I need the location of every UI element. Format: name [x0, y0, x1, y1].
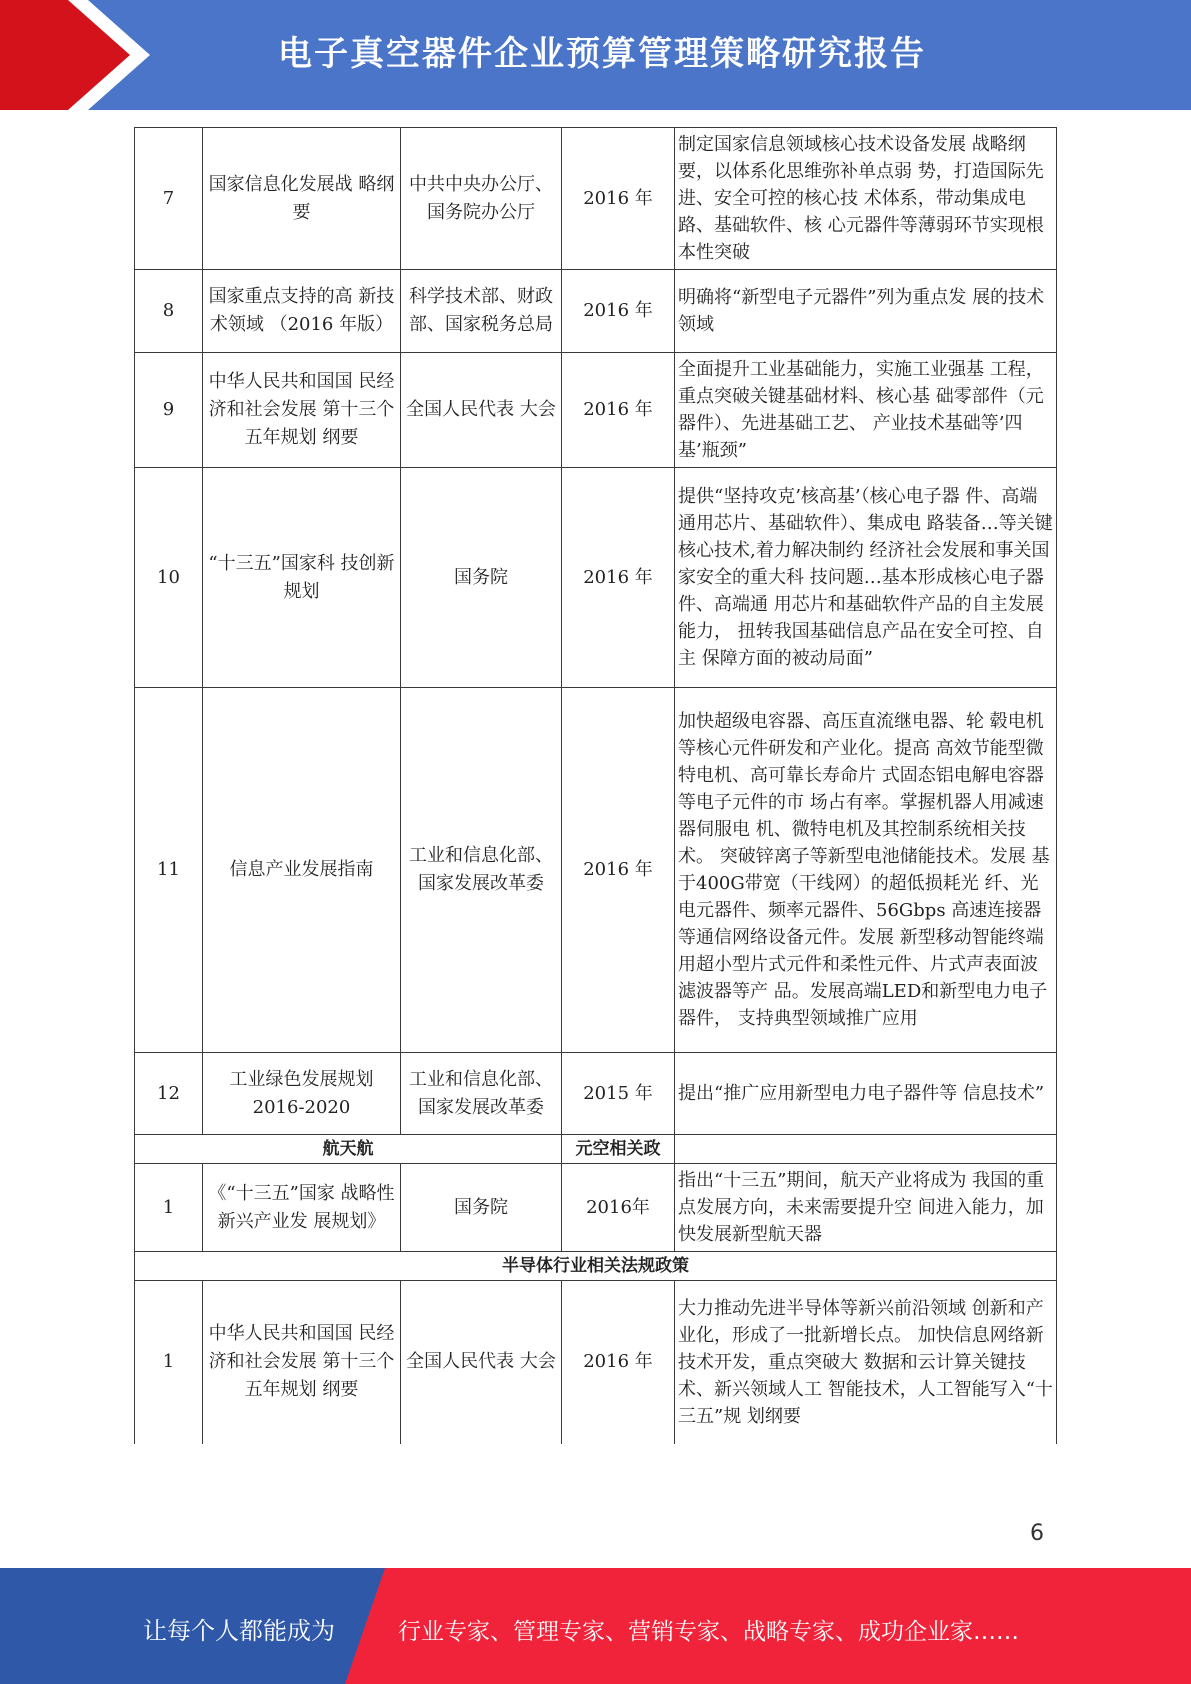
section-title-left: 航天航: [135, 1135, 562, 1164]
policy-table: [134, 127, 1057, 1444]
section-header-aero: [135, 1135, 1057, 1164]
issuing-body: 国务院: [401, 468, 562, 688]
issue-year: 2016 年: [562, 353, 675, 468]
page-header: [0, 0, 1191, 110]
table-row: [135, 128, 1057, 270]
policy-description: 制定国家信息领域核心技术设备发展 战略纲要，以体系化思维弥补单点弱 势，打造国际先进、安全可控的核心技 术体系，带动集成电路、基础软件、核 心元器件等薄弱环节实现根本性突破: [675, 128, 1057, 270]
page-footer: [0, 1568, 1191, 1684]
issuing-body: 国务院: [401, 1164, 562, 1252]
issue-year: 2016 年: [562, 468, 675, 688]
header-arrow-icon: [0, 0, 130, 110]
issuing-body: 工业和信息化部、国家发展改革委: [401, 1053, 562, 1135]
policy-name: 国家重点支持的高 新技术领域 （2016 年版）: [203, 270, 401, 353]
issuing-body: 全国人民代表 大会: [401, 353, 562, 468]
document-title: 电子真空器件企业预算管理策略研究报告: [278, 34, 926, 74]
issuing-body: 全国人民代表 大会: [401, 1281, 562, 1444]
policy-name: 工业绿色发展规划 2016-2020: [203, 1053, 401, 1135]
table-row: [135, 1053, 1057, 1135]
table-row: [135, 468, 1057, 688]
issue-year: 2015 年: [562, 1053, 675, 1135]
issue-year: 2016 年: [562, 688, 675, 1053]
row-number: 7: [135, 128, 203, 270]
policy-description: 提供“坚持攻克’核高基’（核心电子器 件、高端通用芯片、基础软件）、集成电 路装备…等关键核心技术,着力解决制约 经济社会发展和事关国家安全的重大科 技问题…基本形成核心电子器件、高端通 用芯片和基础软件产品的自主发展能力， 扭转我国基础信息产品在安全可控、自主 保障方面的被动局面”: [675, 468, 1057, 688]
policy-description: 明确将“新型电子元器件”列为重点发 展的技术领域: [675, 270, 1057, 353]
issue-year: 2016 年: [562, 270, 675, 353]
policy-description: 全面提升工业基础能力，实施工业强基 工程，重点突破关键基础材料、核心基 础零部件（元器件）、先进基础工艺、 产业技术基础等’四基’瓶颈”: [675, 353, 1057, 468]
footer-slogan-right: 行业专家、管理专家、营销专家、战略专家、成功企业家……: [398, 1619, 1019, 1645]
row-number: 12: [135, 1053, 203, 1135]
policy-description: 提出“推广应用新型电力电子器件等 信息技术”: [675, 1053, 1057, 1135]
issuing-body: 中共中央办公厅、国务院办公厅: [401, 128, 562, 270]
table-row: [135, 1281, 1057, 1444]
section-header-semi: [135, 1252, 1057, 1281]
section-title-right: [675, 1135, 1057, 1164]
table-row: [135, 688, 1057, 1053]
issuing-body: 工业和信息化部、国家发展改革委: [401, 688, 562, 1053]
row-number: 10: [135, 468, 203, 688]
section-title: 半导体行业相关法规政策: [135, 1252, 1057, 1281]
section-title-middle: 元空相关政: [562, 1135, 675, 1164]
policy-name: 中华人民共和国国 民经济和社会发展 第十三个五年规划 纲要: [203, 1281, 401, 1444]
row-number: 1: [135, 1281, 203, 1444]
policy-name: 信息产业发展指南: [203, 688, 401, 1053]
policy-name: 《“十三五”国家 战略性新兴产业发 展规划》: [203, 1164, 401, 1252]
table-row: [135, 1164, 1057, 1252]
issuing-body: 科学技术部、财政部、国家税务总局: [401, 270, 562, 353]
policy-name: 国家信息化发展战 略纲要: [203, 128, 401, 270]
policy-name: “十三五”国家科 技创新规划: [203, 468, 401, 688]
policy-description: 大力推动先进半导体等新兴前沿领域 创新和产业化，形成了一批新增长点。 加快信息网络新技术开发，重点突破大 数据和云计算关键技术、新兴领域人工 智能技术，人工智能写入“十三五”规 划纲要: [675, 1281, 1057, 1444]
policy-description: 指出“十三五”期间，航天产业将成为 我国的重点发展方向，未来需要提升空 间进入能力，加快发展新型航天器: [675, 1164, 1057, 1252]
table-row: [135, 353, 1057, 468]
issue-year: 2016年: [562, 1164, 675, 1252]
policy-name: 中华人民共和国国 民经济和社会发展 第十三个五年规划 纲要: [203, 353, 401, 468]
policy-description: 加快超级电容器、高压直流继电器、轮 毂电机等核心元件研发和产业化。提高 高效节能型微特电机、高可靠长寿命片 式固态铝电解电容器等电子元件的市 场占有率。掌握机器人用减速器伺服电 机、微特电机及其控制系统相关技术。 突破锌离子等新型电池储能技术。发展 基于400G带宽（干线网）的超低损耗光 纤、光电元器件、频率元器件、56Gbps 高速连接器等通信网络设备元件。发展 新型移动智能终端用超小型片式元件和柔性元件、片式声表面波滤波器等产 品。发展高端LED和新型电力电子器件， 支持典型领域推广应用: [675, 688, 1057, 1053]
issue-year: 2016 年: [562, 128, 675, 270]
row-number: 9: [135, 353, 203, 468]
row-number: 11: [135, 688, 203, 1053]
footer-slogan-left: 让每个人都能成为: [143, 1617, 335, 1645]
table-row: [135, 270, 1057, 353]
page-number: 6: [1030, 1521, 1044, 1546]
row-number: 1: [135, 1164, 203, 1252]
row-number: 8: [135, 270, 203, 353]
issue-year: 2016 年: [562, 1281, 675, 1444]
